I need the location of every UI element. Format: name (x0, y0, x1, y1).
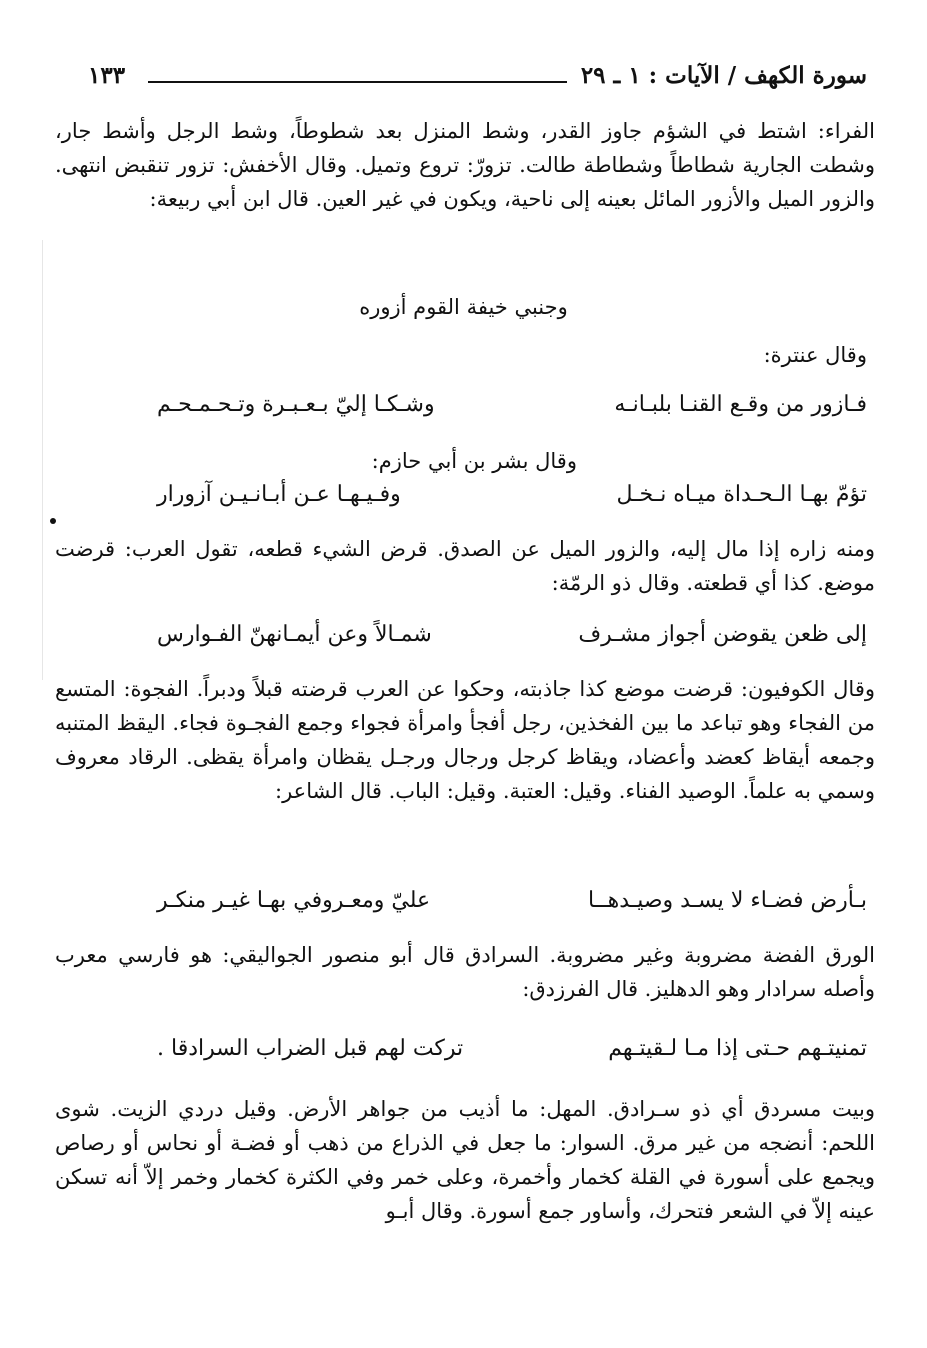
surah-title: سورة الكهف / الآيات : ١ ـ ٢٩ (573, 62, 867, 89)
verse-dhu-rumma-second-hemistich: شمـالاً وعن أيمـانهنّ الفـوارس (157, 622, 432, 647)
verse-farazdaq (157, 1036, 867, 1076)
verse-dhu-rumma (157, 622, 867, 662)
paragraph-4: الورق الفضة مضروبة وغير مضروبة. السرادق قال أبو منصور الجواليقي: هو فارسي معرب وأصله سرادار وهو الدهليز. قال الفرزدق: (55, 943, 875, 1001)
paragraph-3: وقال الكوفيون: قرضت موضع كذا جاذبته، وحكوا عن العرب قرضته قبلاً ودبراً. الفجوة: المتسع من الفجاء وهو تباعد ما بين الفخذين، رجل أفجأ وامرأة فجواء وجمع الفجـوة فجاء. اليقظ المتنبه وجمعه أيقاظ كعضد وأعضاد، ويقاظ كرجل ورجال ورجـل يقظان وامرأة يقظى. الرقاد معروف وسمي به علماً. الوصيد الفناء. وقيل: العتبة. وقيل: الباب. قال الشاعر: (55, 677, 875, 803)
verse-intro-antara: وقال عنترة: (763, 343, 867, 367)
verse-intro-bishr: وقال بشر بن أبي حازم: (371, 449, 577, 473)
verse-fragment: وجنبي خيفة القوم أزوره (359, 295, 568, 319)
verse-poet-first-hemistich: بـأرض فضـاء لا يسـد وصيـدهــا (588, 888, 867, 913)
margin-line (42, 240, 43, 680)
verse-poet (157, 888, 867, 928)
verse-antara-first-hemistich: فـازور من وقـع القنـا بلبـانـه (614, 392, 867, 417)
verse-farazdaq-second-hemistich: تركت لهم قبل الضراب السرادقا . (157, 1036, 464, 1061)
verse-bishr-first-hemistich: تؤمّ بهـا الـحـداة ميـاه نـخـل (616, 482, 867, 507)
verse-bishr (157, 482, 867, 522)
paragraph-5: وبيت مسردق أي ذو سـرادق. المهل: ما أذيب من جواهر الأرض. وقيل دردي الزيت. شوى اللحم: أنضجه من غير مرق. السوار: ما جعل في الذراع من ذهب أو فضـة أو نحاس أو رصاص ويجمع على أسورة في القلة كخمار وأخمرة، وعلى خمر وفي الكثرة كخمار وخمر إلاّ أنه تسكن عينه إلاّ في الشعر فتحرك، وأساور جمع أسورة. وقال أبـو (55, 1097, 875, 1223)
paragraph-2: ومنه زاره إذا مال إليه، والزور الميل عن الصدق. قرض الشيء قطعه، تقول العرب: قرضت موضع. كذا أي قطعته. وقال ذو الرمّة: (55, 537, 875, 595)
running-header (88, 62, 867, 98)
margin-dot (50, 518, 56, 524)
verse-farazdaq-first-hemistich: تمنيتـهم حـتى إذا مـا لـقيتـهم (608, 1036, 867, 1061)
verse-antara (157, 392, 867, 432)
page-number: ١٣٣ (88, 62, 133, 89)
verse-dhu-rumma-first-hemistich: إلى ظعن يقوضن أجواز مشـرف (578, 622, 867, 647)
verse-antara-second-hemistich: وشـكـا إليّ بـعـبـرة وتـحـمـحـم (157, 392, 435, 417)
verse-poet-second-hemistich: عليّ ومعـروفي بهـا غيـر منكـر (157, 888, 431, 913)
header-rule (148, 81, 567, 83)
paragraph-1: الفراء: اشتط في الشؤم جاوز القدر، وشط المنزل بعد شطوطاً، وشط الرجل وأشط جار، وشطت الجارية شطاطاً وشطاطة طالت. تزورّ: تروع وتميل. وقال الأخفش: تزور تنقبض انتهى. والزور الميل والأزور المائل بعينه إلى ناحية، ويكون في غير العين. قال ابن أبي ربيعة: (55, 119, 875, 211)
verse-bishr-second-hemistich: وفـيـهـا عـن أبـانـيـن آزورار (157, 482, 401, 507)
